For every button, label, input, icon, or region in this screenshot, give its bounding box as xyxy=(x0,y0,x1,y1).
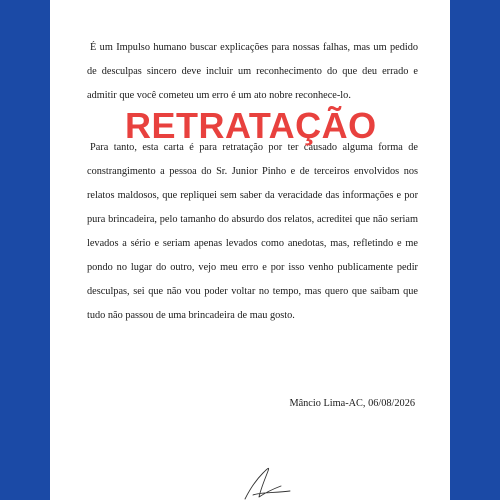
letter-page xyxy=(50,0,450,500)
paragraph-2: Para tanto, esta carta é para retratação por ter causado alguma forma de constrangimento a pessoa do Sr. Junior Pinho e de terceiros envolvidos nos relatos maldosos, que repliquei sem saber da veracidade das informações e por pura brincadeira, pelo tamanho do absurdo dos relatos, acreditei que não seriam levados a sério e seriam apenas levados como anedotas, mas, refletindo e me pondo no lugar do outro, vejo meu erro e por isso venho publicamente pedir desculpas, sei que não vou poder voltar no tempo, mas quero que saibam que tudo não passou de uma brincadeira de mau gosto. xyxy=(87,142,418,321)
place-date: Mâncio Lima-AC, 06/08/2026 xyxy=(289,398,415,409)
paragraph-1: É um Impulso humano buscar explicações para nossas falhas, mas um pedido de desculpas sincero deve incluir um reconhecimento do que deu errado e admitir que você cometeu um erro é um ato nobre reconhece-lo. xyxy=(87,42,418,101)
signature-drawing xyxy=(235,455,305,500)
retratacao-overlay-title: RETRATAÇÃO xyxy=(125,105,377,146)
